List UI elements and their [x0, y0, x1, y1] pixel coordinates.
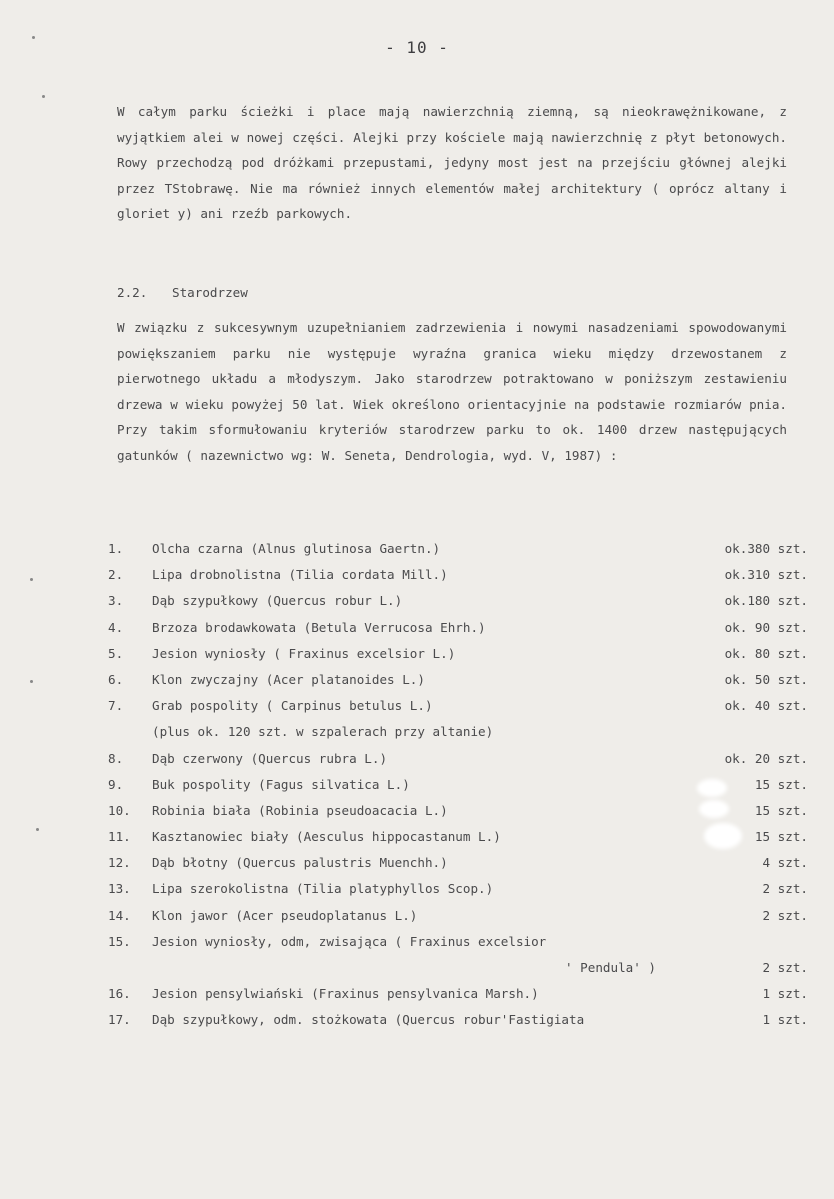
- item-number: 4.: [108, 619, 124, 635]
- item-count: ok. 20 szt.: [724, 750, 808, 766]
- section-heading: [117, 285, 248, 300]
- correction-smudge: [704, 823, 742, 849]
- item-number: 14.: [108, 907, 131, 923]
- item-number: 6.: [108, 671, 124, 687]
- item-name: Jesion wyniosły, odm, zwisająca ( Fraxinus excelsior: [152, 933, 547, 949]
- item-name: Dąb szypułkowy, odm. stożkowata (Quercus robur'Fastigiata: [152, 1012, 585, 1028]
- list-item: [108, 746, 808, 772]
- item-name: Kasztanowiec biały (Aesculus hippocastanum L.): [152, 829, 501, 845]
- item-number: 12.: [108, 855, 131, 871]
- list-item: [108, 850, 808, 876]
- list-item-continuation: [108, 955, 808, 981]
- item-number: 13.: [108, 881, 131, 897]
- item-name: Buk pospolity (Fagus silvatica L.): [152, 776, 410, 792]
- scan-speck: [32, 36, 35, 39]
- item-count: ok. 40 szt.: [724, 698, 808, 714]
- item-name: (plus ok. 120 szt. w szpalerach przy altanie): [152, 724, 494, 740]
- item-count: 1 szt.: [762, 986, 808, 1002]
- item-count: ok. 90 szt.: [724, 619, 808, 635]
- item-count: 15 szt.: [754, 776, 808, 792]
- item-number: 8.: [108, 750, 124, 766]
- item-name: Dąb czerwony (Quercus rubra L.): [152, 750, 388, 766]
- paragraph-paths: W całym parku ścieżki i place mają nawierzchnią ziemną, są nieokrawężnikowane, z wyjątkiem alei w nowej części. Alejki przy kościele mają nawierzchnię z płyt betonowych. Rowy przechodzą pod dróżkami przepustami, jedyny most jest na przejściu głównej alejki przez TStobrawę. Nie ma również innych elementów małej architektury ( oprócz altany i gloriet y) ani rzeźb parkowych.: [117, 104, 787, 221]
- correction-smudge: [697, 779, 727, 797]
- list-item: [108, 536, 808, 562]
- paragraph-old-trees: W związku z sukcesywnym uzupełnianiem zadrzewienia i nowymi nasadzeniami spowodowanymi powiększaniem parku nie występuje wyraźna granica wieku między drzewostanem z pierwotnego układu a młodyszym. Jako starodrzew potraktowano w poniższym zestawieniu drzewa w wieku powyżej 50 lat. Wiek określono orientacyjnie na podstawie rozmiarów pnia. Przy takim sformułowaniu kryteriów starodrzew parku to ok. 1400 drzew następujących gatunków ( nazewnictwo wg: W. Seneta, Dendrologia, wyd. V, 1987) :: [117, 320, 787, 463]
- section-title: Starodrzew: [172, 285, 248, 300]
- scan-speck: [30, 578, 33, 581]
- item-name: Jesion pensylwiański (Fraxinus pensylvanica Marsh.): [152, 986, 539, 1002]
- scan-speck: [30, 680, 33, 683]
- item-number: [108, 719, 152, 745]
- item-count: 2 szt.: [762, 960, 808, 975]
- list-item: [108, 824, 808, 850]
- item-count: 15 szt.: [754, 829, 808, 845]
- list-item: [108, 981, 808, 1007]
- list-item: [108, 903, 808, 929]
- item-count: 15 szt.: [754, 802, 808, 818]
- item-number: 5.: [108, 645, 124, 661]
- correction-smudge: [699, 800, 729, 818]
- list-item: [108, 588, 808, 614]
- item-count: ok. 80 szt.: [724, 645, 808, 661]
- item-count: 2 szt.: [762, 881, 808, 897]
- item-number: 11.: [108, 829, 131, 845]
- list-item-continuation: [108, 719, 808, 745]
- item-count: [678, 719, 808, 745]
- item-name: Grab pospolity ( Carpinus betulus L.): [152, 698, 433, 714]
- item-count: ok.380 szt.: [724, 541, 808, 556]
- list-item: [108, 641, 808, 667]
- item-count: ok. 50 szt.: [724, 671, 808, 687]
- item-number: 15.: [108, 933, 131, 949]
- item-count: ok.310 szt.: [724, 567, 808, 583]
- item-number: 2.: [108, 567, 124, 583]
- item-name: Lipa drobnolistna (Tilia cordata Mill.): [152, 567, 448, 583]
- item-number: [108, 955, 152, 981]
- item-number: 9.: [108, 776, 124, 792]
- list-item: [108, 667, 808, 693]
- item-name: ' Pendula' ): [565, 960, 656, 975]
- item-number: 1.: [108, 541, 124, 556]
- list-item: [108, 562, 808, 588]
- list-item: [108, 615, 808, 641]
- list-item: [108, 1007, 808, 1033]
- item-number: 17.: [108, 1012, 131, 1028]
- scan-speck: [36, 828, 39, 831]
- item-count: [678, 929, 808, 955]
- item-name: Jesion wyniosły ( Fraxinus excelsior L.): [152, 645, 456, 661]
- list-item: [108, 693, 808, 719]
- item-number: 3.: [108, 593, 124, 609]
- item-count: ok.180 szt.: [724, 593, 808, 609]
- item-name: Dąb błotny (Quercus palustris Muenchh.): [152, 855, 448, 871]
- item-name: Klon jawor (Acer pseudoplatanus L.): [152, 907, 418, 923]
- list-item: [108, 929, 808, 955]
- item-name: Lipa szerokolistna (Tilia platyphyllos Scop.): [152, 881, 494, 897]
- item-number: 16.: [108, 986, 131, 1002]
- item-name: Olcha czarna (Alnus glutinosa Gaertn.): [152, 541, 441, 556]
- item-count: 4 szt.: [762, 855, 808, 871]
- item-name: Klon zwyczajny (Acer platanoides L.): [152, 671, 425, 687]
- item-name: Brzoza brodawkowata (Betula Verrucosa Ehrh.): [152, 619, 486, 635]
- scan-speck: [42, 95, 45, 98]
- item-name: Dąb szypułkowy (Quercus robur L.): [152, 593, 403, 609]
- section-number: 2.2.: [117, 285, 148, 300]
- item-number: 10.: [108, 802, 131, 818]
- list-item: [108, 876, 808, 902]
- item-number: 7.: [108, 698, 124, 714]
- item-count: 1 szt.: [762, 1012, 808, 1028]
- page-number: - 10 -: [385, 38, 449, 57]
- item-count: 2 szt.: [762, 907, 808, 923]
- item-name: Robinia biała (Robinia pseudoacacia L.): [152, 802, 448, 818]
